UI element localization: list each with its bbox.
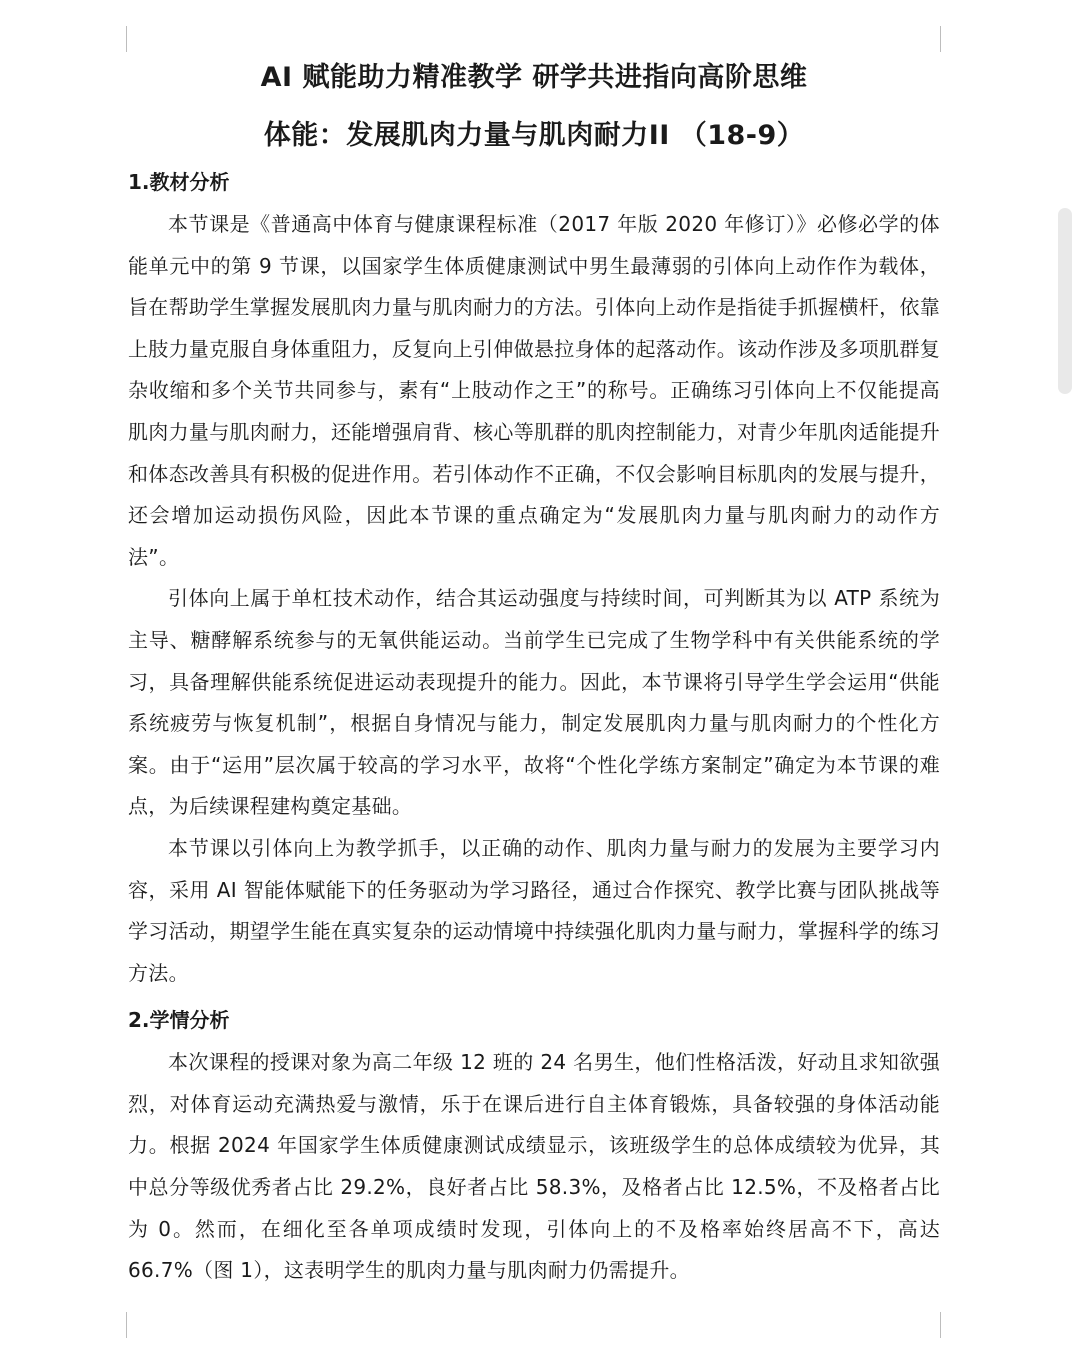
paragraph: 引体向上属于单杠技术动作，结合其运动强度与持续时间，可判断其为以 ATP 系统为主导、糖酵解系统参与的无氧供能运动。当前学生已完成了生物学科中有关供能系统的学习，具备理解供能系统促进运动表现提升的能力。因此，本节课将引导学生学会运用“供能系统疲劳与恢复机制”，根据自身情况与能力，制定发展肌肉力量与肌肉耐力的个性化方案。由于“运用”层次属于较高的学习水平，故将“个性化学练方案制定”确定为本节课的难点，为后续课程建构奠定基础。 — [128, 586, 940, 819]
document-body — [128, 58, 940, 1292]
scrollbar-thumb[interactable] — [1058, 208, 1072, 394]
section-textbook-analysis — [128, 168, 940, 994]
crop-mark-top-right — [940, 26, 941, 52]
crop-mark-top-left — [126, 26, 127, 52]
paragraph: 本节课以引体向上为教学抓手，以正确的动作、肌肉力量与耐力的发展为主要学习内容，采用 AI 智能体赋能下的任务驱动为学习路径，通过合作探究、教学比赛与团队挑战等学习活动，期望学生能在真实复杂的运动情境中持续强化肌肉力量与耐力，掌握科学的练习方法。 — [128, 835, 940, 985]
section-heading: 2.学情分析 — [128, 1008, 230, 1033]
document-subtitle: 体能：发展肌肉力量与肌肉耐力II （18-9） — [263, 120, 805, 151]
crop-mark-bottom-right — [940, 1312, 941, 1338]
paragraph: 本次课程的授课对象为高二年级 12 班的 24 名男生，他们性格活泼，好动且求知欲强烈，对体育运动充满热爱与激情，乐于在课后进行自主体育锻炼，具备较强的身体活动能力。根据 2024 年国家学生体质健康测试成绩显示，该班级学生的总体成绩较为优异，其中总分等级优秀者占比 29.2%，良好者占比 58.3%，及格者占比 12.5%，不及格者占比为 0。然而，在细化至各单项成绩时发现，引体向上的不及格率始终居高不下，高达 66.7%（图 1），这表明学生的肌肉力量与肌肉耐力仍需提升。 — [128, 1050, 940, 1283]
crop-mark-bottom-left — [126, 1312, 127, 1338]
section-learner-analysis — [128, 1006, 940, 1292]
paragraph: 本节课是《普通高中体育与健康课程标准（2017 年版 2020 年修订）》必修必学的体能单元中的第 9 节课，以国家学生体质健康测试中男生最薄弱的引体向上动作作为载体，旨在帮助学生掌握发展肌肉力量与肌肉耐力的方法。引体向上动作是指徒手抓握横杆，依靠上肢力量克服自身体重阻力，反复向上引伸做悬拉身体的起落动作。该动作涉及多项肌群复杂收缩和多个关节共同参与，素有“上肢动作之王”的称号。正确练习引体向上不仅能提高肌肉力量与肌肉耐力，还能增强肩背、核心等肌群的肌肉控制能力，对青少年肌肉适能提升和体态改善具有积极的促进作用。若引体动作不正确，不仅会影响目标肌肉的发展与提升，还会增加运动损伤风险，因此本节课的重点确定为“发展肌肉力量与肌肉耐力的动作方法”。 — [128, 212, 940, 569]
document-title: AI 赋能助力精准教学 研学共进指向高阶思维 — [260, 62, 808, 93]
section-heading: 1.教材分析 — [128, 170, 230, 194]
